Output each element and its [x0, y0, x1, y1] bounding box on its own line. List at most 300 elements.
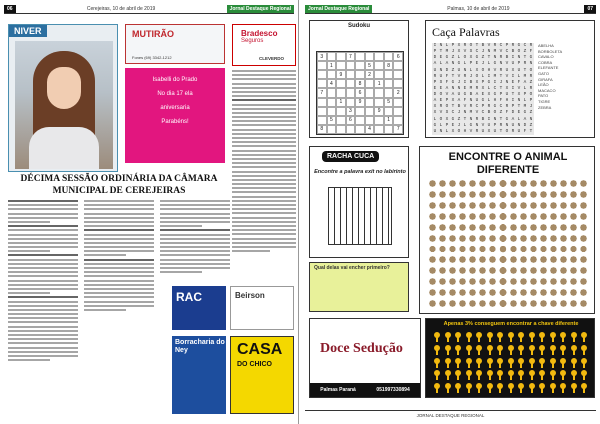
key-icon	[485, 369, 496, 382]
word-search-word: LEÃO	[538, 82, 549, 88]
sudoku-cell	[336, 52, 346, 61]
key-icon	[579, 357, 590, 370]
word-search-letter: X	[481, 85, 485, 91]
animal-icon	[428, 212, 437, 222]
sudoku-cell	[346, 79, 356, 88]
header-date: Palmas, 10 de abril de 2019	[447, 5, 510, 12]
key-icon	[485, 382, 496, 395]
animal-icon	[438, 266, 447, 276]
header-date: Cerejeiras, 10 de abril de 2019	[86, 5, 156, 12]
key-icon	[579, 369, 590, 382]
birthday-line: Isabelli do Prado	[152, 77, 198, 83]
key-icon	[527, 382, 538, 395]
sudoku-cell	[327, 70, 337, 79]
key-icon	[495, 344, 506, 357]
sudoku-cell	[336, 107, 346, 116]
key-icon	[432, 357, 443, 370]
animal-icon	[519, 234, 528, 244]
animal-icon	[478, 245, 487, 255]
animal-icon	[539, 288, 548, 298]
word-search-letter: P	[469, 61, 473, 67]
sudoku-cell	[317, 107, 327, 116]
key-icon	[527, 344, 538, 357]
animal-icon	[509, 234, 518, 244]
word-search-letter: M	[493, 73, 497, 79]
word-search-letter: M	[445, 49, 449, 55]
side-article	[232, 70, 296, 252]
key-icon	[443, 369, 454, 382]
word-search-letter: T	[523, 67, 527, 73]
word-search-letter: V	[463, 49, 467, 55]
word-search-letter: C	[523, 43, 527, 48]
animal-icon	[478, 190, 487, 200]
key-icon	[537, 369, 548, 382]
sudoku-cell	[336, 125, 346, 134]
word-search-letter: N	[517, 98, 521, 104]
word-search-letter: N	[517, 55, 521, 61]
animal-icon	[549, 234, 558, 244]
word-search-word: ZEBRA	[538, 104, 552, 110]
animal-icon	[569, 234, 578, 244]
keys-puzzle	[425, 318, 595, 398]
sudoku-cell	[327, 52, 337, 61]
sudoku-cell: 1	[384, 116, 394, 125]
word-search-letter: D	[433, 55, 437, 61]
word-search-letter: T	[439, 49, 443, 55]
sudoku-cell	[355, 70, 365, 79]
sudoku-cell	[317, 116, 327, 125]
word-search-letter: H	[505, 98, 509, 104]
word-search-letter: N	[493, 116, 497, 122]
animal-icon	[458, 299, 467, 309]
key-icon	[474, 331, 485, 344]
word-search-letter: N	[499, 61, 503, 67]
word-search-letter: T	[523, 55, 527, 61]
casa-ad	[230, 336, 294, 414]
word-search-letter: L	[481, 73, 485, 79]
word-search-letter: J	[457, 79, 461, 85]
sudoku-cell	[355, 61, 365, 70]
niver-tag: NIVER	[9, 25, 47, 37]
sudoku-cell	[365, 52, 375, 61]
word-search-letter: L	[487, 85, 491, 91]
animal-icon	[478, 179, 487, 189]
word-search-letter: G	[463, 92, 467, 98]
key-icon	[464, 357, 475, 370]
word-search-letter: U	[505, 67, 509, 73]
animal-icon	[498, 212, 507, 222]
animal-icon	[458, 245, 467, 255]
word-search-letter: T	[499, 73, 503, 79]
word-search-letter: G	[493, 92, 497, 98]
key-icon	[537, 331, 548, 344]
animal-icon	[448, 223, 457, 233]
animal-icon	[529, 299, 538, 309]
word-search-letter: N	[439, 128, 443, 134]
word-search-letter: L	[445, 128, 449, 134]
word-search-letter: H	[463, 128, 467, 134]
animal-icon	[519, 288, 528, 298]
birthday-line: No dia 17 ela	[157, 91, 193, 98]
word-search-letter: Z	[523, 49, 527, 55]
animal-icon	[539, 245, 548, 255]
animal-icon	[498, 266, 507, 276]
word-search-letter: R	[469, 104, 473, 110]
word-search-letter: O	[475, 73, 479, 79]
casa-ad-sub: DO CHICO	[237, 361, 272, 368]
sudoku-cell	[374, 52, 384, 61]
sudoku-cell	[346, 98, 356, 107]
word-search-letter: F	[445, 73, 449, 79]
word-search-letter: I	[511, 73, 515, 79]
key-icon	[506, 357, 517, 370]
word-search-letter: A	[451, 92, 455, 98]
animal-icon	[529, 212, 538, 222]
animal-icon	[438, 277, 447, 287]
key-icon	[474, 344, 485, 357]
word-search-letter: V	[493, 67, 497, 73]
key-icon	[558, 357, 569, 370]
word-search-letter: N	[451, 61, 455, 67]
sudoku-cell: 4	[365, 125, 375, 134]
animal-icon	[529, 266, 538, 276]
word-search-title: Caça Palavras	[432, 25, 500, 39]
word-search-letter: S	[439, 79, 443, 85]
word-search-letter: F	[523, 128, 527, 134]
key-icon	[579, 344, 590, 357]
bradesco-name: Bradesco	[241, 29, 278, 38]
animal-icon	[448, 299, 457, 309]
animal-icon	[569, 266, 578, 276]
animal-icon	[488, 212, 497, 222]
sudoku-cell: 6	[355, 88, 365, 97]
word-search-letter: B	[469, 79, 473, 85]
sudoku-cell: 7	[393, 125, 403, 134]
animal-icon	[498, 234, 507, 244]
animal-icon	[468, 255, 477, 265]
animal-icon	[539, 201, 548, 211]
animal-icon	[488, 234, 497, 244]
animal-icon	[559, 234, 568, 244]
word-search-letter: B	[511, 49, 515, 55]
animal-icon	[448, 190, 457, 200]
word-search-letter: B	[481, 116, 485, 122]
animal-icon	[509, 179, 518, 189]
animal-icon	[529, 234, 538, 244]
word-search-letter: O	[439, 92, 443, 98]
word-search-letter: M	[523, 73, 527, 79]
animal-icon	[519, 299, 528, 309]
animal-icon	[468, 212, 477, 222]
animal-icon	[488, 190, 497, 200]
qual-puzzle	[309, 262, 409, 312]
word-search-letter: T	[451, 104, 455, 110]
word-search-letter: I	[463, 79, 467, 85]
page-number: 07	[584, 5, 596, 13]
animal-icon	[498, 190, 507, 200]
word-search-letter: N	[451, 85, 455, 91]
word-search-letter: N	[505, 79, 509, 85]
animal-icon	[569, 255, 578, 265]
word-search-letter: X	[517, 92, 521, 98]
word-search-letter: X	[445, 116, 449, 122]
word-search-word: ABELHA	[538, 43, 554, 48]
word-search-letter: G	[493, 61, 497, 67]
borracharia-ad-title: Borracharia do Ney	[175, 339, 225, 354]
key-icon	[569, 357, 580, 370]
word-search-letter: P	[505, 43, 509, 48]
animal-icon	[549, 266, 558, 276]
word-search-letter: X	[511, 67, 515, 73]
word-search-letter: O	[439, 116, 443, 122]
word-search-word: GATO	[538, 70, 549, 76]
animal-icon	[448, 212, 457, 222]
key-icon	[516, 382, 527, 395]
sudoku-cell: 8	[355, 79, 365, 88]
word-search-letter: P	[451, 43, 455, 48]
animal-icon	[509, 245, 518, 255]
animal-icon	[448, 179, 457, 189]
word-search-letter: A	[523, 79, 527, 85]
word-search-letter: G	[451, 116, 455, 122]
key-icon	[474, 369, 485, 382]
word-search-letter: G	[505, 116, 509, 122]
sudoku-cell	[384, 125, 394, 134]
animal-icon	[498, 277, 507, 287]
word-search-letter: L	[487, 98, 491, 104]
word-search-letter: G	[481, 98, 485, 104]
sudoku-cell	[374, 98, 384, 107]
word-search-letter: X	[475, 67, 479, 73]
animal-icon	[438, 190, 447, 200]
animal-icon	[579, 234, 588, 244]
word-search-letter: V	[475, 110, 479, 116]
word-search-letter: P	[499, 92, 503, 98]
sudoku-cell	[384, 79, 394, 88]
key-icon	[443, 382, 454, 395]
key-icon	[516, 369, 527, 382]
sudoku-cell	[393, 61, 403, 70]
word-search-letter: G	[457, 61, 461, 67]
sudoku-cell: 6	[346, 116, 356, 125]
key-icon	[485, 357, 496, 370]
animal-icon	[549, 288, 558, 298]
sudoku-cell: 9	[374, 107, 384, 116]
key-icon	[443, 344, 454, 357]
word-search-letter: G	[487, 79, 491, 85]
animal-icon	[579, 288, 588, 298]
word-search-letter: L	[523, 85, 527, 91]
word-search-letter: U	[517, 67, 521, 73]
animal-icon	[428, 234, 437, 244]
word-search-letter: O	[529, 67, 533, 73]
animal-icon	[438, 255, 447, 265]
animal-icon	[579, 266, 588, 276]
word-search-letter: R	[499, 67, 503, 73]
animal-icon	[428, 223, 437, 233]
word-search-letter: F	[517, 79, 521, 85]
animal-icon	[569, 277, 578, 287]
sudoku-cell	[336, 116, 346, 125]
key-icon	[464, 382, 475, 395]
animal-icon	[539, 255, 548, 265]
bradesco-column	[232, 24, 296, 254]
animal-icon	[468, 223, 477, 233]
word-search-letter: O	[457, 128, 461, 134]
key-icon	[569, 331, 580, 344]
word-search-letter: P	[433, 49, 437, 55]
word-search-letter: I	[511, 55, 515, 61]
word-search-letter: T	[517, 104, 521, 110]
word-search-letter: T	[499, 116, 503, 122]
animal-icon	[468, 277, 477, 287]
word-search-letter: L	[439, 122, 443, 128]
word-search-letter: O	[445, 104, 449, 110]
word-search-letter: N	[487, 49, 491, 55]
word-search-letter: G	[529, 55, 533, 61]
word-search-letter: R	[511, 128, 515, 134]
word-search-letter: I	[511, 85, 515, 91]
word-search-letter: B	[457, 104, 461, 110]
sudoku-cell	[336, 79, 346, 88]
word-search-letter: O	[469, 43, 473, 48]
animal-icon	[468, 234, 477, 244]
key-icon	[464, 331, 475, 344]
animal-icon	[519, 266, 528, 276]
word-search-letter: N	[463, 67, 467, 73]
maze	[328, 187, 392, 245]
key-icon	[453, 344, 464, 357]
key-icon	[558, 369, 569, 382]
word-search-letter: R	[511, 43, 515, 48]
word-search-letter: T	[499, 85, 503, 91]
animal-icon	[428, 299, 437, 309]
word-search-letter: V	[505, 61, 509, 67]
sudoku-cell: 5	[384, 98, 394, 107]
sudoku-cell: 5	[327, 116, 337, 125]
word-search-letter: F	[505, 110, 509, 116]
word-search-letter: X	[469, 55, 473, 61]
word-search-letter: R	[523, 61, 527, 67]
word-search-letter: G	[451, 79, 455, 85]
sudoku-cell	[327, 107, 337, 116]
word-search-letter: A	[523, 116, 527, 122]
key-icon	[527, 357, 538, 370]
sudoku-title: Sudoku	[348, 23, 370, 29]
animal-icon	[569, 288, 578, 298]
photo-shirt	[29, 127, 99, 169]
word-search-letter: E	[451, 122, 455, 128]
word-search-letter: V	[481, 122, 485, 128]
word-search-letter: N	[505, 122, 509, 128]
word-search-letter: M	[493, 49, 497, 55]
word-search-letter: L	[517, 73, 521, 79]
animal-icon	[428, 255, 437, 265]
key-icon	[548, 344, 559, 357]
left-header	[4, 4, 294, 14]
word-search	[425, 20, 595, 138]
word-search-letter: U	[433, 67, 437, 73]
keys-grid	[432, 331, 590, 395]
word-search-letter: G	[475, 55, 479, 61]
animal-icon	[569, 245, 578, 255]
word-search-letter: V	[499, 49, 503, 55]
word-search-letter: V	[517, 85, 521, 91]
word-search-letter: U	[517, 128, 521, 134]
word-search-letter: S	[469, 49, 473, 55]
word-search-letter: D	[523, 122, 527, 128]
word-search-letter: T	[487, 55, 491, 61]
word-search-letter: M	[469, 110, 473, 116]
word-search-letter: C	[493, 85, 497, 91]
word-search-letter: R	[529, 43, 533, 48]
animal-icon	[549, 179, 558, 189]
word-search-letter: I	[433, 43, 437, 48]
sudoku-puzzle	[309, 20, 409, 138]
animal-icon	[509, 223, 518, 233]
key-icon	[506, 344, 517, 357]
word-search-letter: A	[433, 61, 437, 67]
word-search-word: MACACO	[538, 87, 556, 93]
word-search-letter: U	[433, 128, 437, 134]
animal-icon	[539, 277, 548, 287]
animal-icon	[549, 190, 558, 200]
animal-grid	[428, 179, 588, 309]
word-search-letter: E	[475, 61, 479, 67]
word-search-letter: I	[487, 73, 491, 79]
animal-icon	[509, 266, 518, 276]
racha-cuca-title: RACHA CUCA	[322, 151, 379, 162]
word-search-letter: L	[463, 61, 467, 67]
key-icon	[579, 382, 590, 395]
word-search-letter: V	[445, 92, 449, 98]
key-icon	[485, 344, 496, 357]
animal-icon	[448, 255, 457, 265]
animal-icon	[539, 190, 548, 200]
word-search-letter: R	[487, 104, 491, 110]
word-search-letter: Z	[481, 55, 485, 61]
sudoku-cell	[317, 98, 327, 107]
animal-icon	[498, 201, 507, 211]
sudoku-cell	[374, 116, 384, 125]
animal-icon	[559, 255, 568, 265]
key-icon	[548, 331, 559, 344]
word-search-letter: U	[439, 73, 443, 79]
word-search-letter: T	[475, 43, 479, 48]
word-search-letter: T	[463, 116, 467, 122]
word-search-letter: N	[463, 110, 467, 116]
find-animal-title: ENCONTRE O ANIMAL DIFERENTE	[448, 151, 568, 176]
animal-icon	[468, 245, 477, 255]
word-search-letter: E	[463, 85, 467, 91]
word-search-letter: A	[445, 85, 449, 91]
animal-icon	[539, 179, 548, 189]
animal-icon	[529, 201, 538, 211]
animal-icon	[478, 234, 487, 244]
key-icon	[548, 382, 559, 395]
key-icon	[495, 331, 506, 344]
word-search-letter: G	[523, 110, 527, 116]
word-search-letter: L	[523, 98, 527, 104]
animal-icon	[428, 179, 437, 189]
key-icon	[495, 357, 506, 370]
rac-ad-title: RAC	[176, 290, 202, 304]
animal-icon	[458, 190, 467, 200]
animal-icon	[448, 288, 457, 298]
word-search-letter: V	[487, 43, 491, 48]
word-search-letter: L	[445, 43, 449, 48]
word-search-letter: N	[439, 43, 443, 48]
